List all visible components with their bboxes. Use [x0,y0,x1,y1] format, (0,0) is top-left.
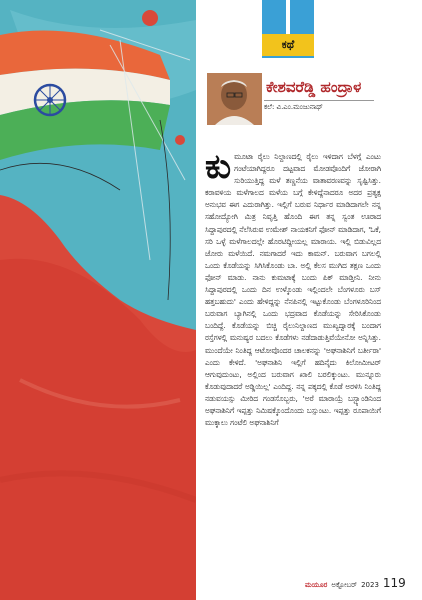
flag-illustration [0,0,196,600]
section-label: ಕಥೆ [281,38,295,51]
portrait-svg [207,73,262,125]
section-badge [262,34,314,56]
illustration-credit: ಕಲೆ: ವಿ.ಎಂ.ಮಂಜುನಾಥ್ [264,103,323,111]
author-name: ಕೇಶವರೆಡ್ಡಿ ಹಂದ್ರಾಳ [266,78,362,96]
drop-cap: ಕು [205,151,232,187]
article-body [205,151,381,541]
section-badge-top [262,0,314,34]
magazine-name: ಮಯೂರ [305,581,328,589]
issue-month: ಅಕ್ಟೋಬರ್ [331,581,358,589]
illustration-svg [0,0,196,600]
issue-year: 2023 [361,581,379,589]
page-number: 119 [382,576,406,590]
article-text: ಮೂಟಾ ರೈಲು ನಿಲ್ದಾಣದಲ್ಲಿ ರೈಲು ಇಳಿದಾಗ ಬೆಳಗ್ಗೆ ಎಂಟು ಗಂಟೆಯಾಗಿದ್ದರೂ ದಟ್ಟವಾದ ಮೋಡವೊಂದಿಗೆ ಜೋರಾಗಿ ಸುರಿಯುತ್ತಿದ್ದ ಮಳೆ ತಣ್ಣನೆಯ ವಾತಾವರಣವನ್ನು ಸೃಷ್ಟಿಸಿತ್ತು. ಕರಾವಳಿಯ ಮಳೆಗಾಲದ ಮಳೆಯ ಬಗ್ಗೆ ಕೇಳಿದ್ದೆನಾದರೂ ಅದರ ಪ್ರತ್ಯಕ್ಷ ಅನುಭವ ಈಗ ಎದುರಾಗಿತ್ತು. ಇಲ್ಲಿಗೆ ಬರುವ ನಿರ್ಧಾರ ಮಾಡಿದಾಗಲೇ ನನ್ನ ಸಹೋದ್ಯೋಗಿ ಮಿತ್ರ ನಿವೃತ್ತಿ ಹೊಂದಿ ಈಗ ತನ್ನ ಸ್ವಂತ ಊರಾದ ಸಿದ್ದಾಪುರದಲ್ಲಿ ನೆಲೆಸಿರುವ ಉಮೇಶ್ ನಾಯಕನಿಗೆ ಫೋನ್ ಮಾಡಿದಾಗ, 'ಓಕೆ, ಸರಿ ಒಳ್ಳೆ ಮಳೆಗಾಲದಲ್ಲೇ ಹೊರಟಿದ್ದೀಯಲ್ಲ ಮಾರಾಯ. ಇಲ್ಲಿ ಬಿಡುವಿಲ್ಲದ ಜೋರು ಮಳೆಯಿದೆ. ನಮಗಾದರೆ ಇದು ಕಾಮನ್. ಬರುವಾಗ ಬಗಲಲ್ಲಿ ಒಂದು ಕೊಡೆಯನ್ನು ಸಿಗಿಸಿಕೊಂಡು ಬಾ. ಅಲ್ಲಿ ಕೆಲಸ ಮುಗಿದ ತಕ್ಷಣ ಒಂದು ಫೋನ್ ಮಾಡು. ನಾನು ಕುಮಟಾಕ್ಕೆ ಬಂದು ಪಿಕ್ ಮಾಡ್ತೀನಿ. ನೀನು ಸಿದ್ದಾಪುರದಲ್ಲಿ ಒಂದು ದಿನ ಉಳ್ಕೊಂಡು ಇಲ್ಲಿಂದಲೇ ಬೆಂಗಳೂರು ಬಸ್ ಹತ್ತಬಹುದು' ಎಂದು ಹೇಳಿದ್ದನ್ನು ನೆನಪಿನಲ್ಲಿ ಇಟ್ಟುಕೊಂಡು ಬೆಂಗಳೂರಿನಿಂದ ಬರುವಾಗ ಬ್ಯಾಗಿನಲ್ಲಿ ಒಂದು ಭದ್ರವಾದ ಕೊಡೆಯನ್ನು ಸೇರಿಸಿಕೊಂಡು ಬಂದಿದ್ದೆ. ಕೊಡೆಯನ್ನು ಬಿಚ್ಚಿ ರೈಲುನಿಲ್ದಾಣದ ಮುಖ್ಯದ್ವಾರಕ್ಕೆ ಬಂದಾಗ ರಸ್ತೆಗಳಲ್ಲಿ ಮನುಷ್ಯರ ಬದಲು ಕೊಡೆಗಳು ನಡೆದಾಡುತ್ತಿವೆಯೇನೋ ಅನ್ನಿಸಿತ್ತು. ಮುಂದೆಯೇ ನಿಂತಿದ್ದ ಆಟೋವೊಂದರ ಚಾಲಕನನ್ನು 'ಅಘನಾಶಿನಿಗೆ ಬರ್ತೀರಾ' ಎಂದು ಕೇಳಿದೆ. 'ಅಘನಾಶಿನಿ ಇಲ್ಲಿಗೆ ಹದಿನೈದು ಕಿಲೋಮೀಟರ್ ಆಗುವುದುಂಟು, ಅಲ್ಲಿಂದ ಬರುವಾಗ ಖಾಲಿ ಬರಲಿಕ್ಕುಂಟು. ಮುನ್ನೂರು ಕೊಡುವುದಾದರೆ ಅಡ್ಡಿಯಿಲ್ಲ' ಎಂದಿದ್ದ. ನನ್ನ ಪಕ್ಕದಲ್ಲಿ ಕೊಡೆ ಅರಳಿಸಿ ನಿಂತಿದ್ದ ನಡುವಯಸ್ಸು ಮೀರಿದ ಗಂಡಸೊಬ್ಬರು, 'ಅರೆ ಮಾರಾಯ್ರೆ ಬಸ್ಟ್ಯಾಂಡಿನಿಂದ ಅಘನಾಶಿನಿಗೆ ಇಪ್ಪತ್ತು ನಿಮಿಷಕ್ಕೊಂದೊಂದು ಬಸ್ಸುಂಟು. ಇಪ್ಪತ್ತು ರೂಪಾಯಿಗೆ ಮುಕ್ಕಾಲು ಗಂಟೆಲಿ ಅಘನಾಶಿನಿಗೆ [205,152,381,428]
author-portrait [207,73,262,125]
author-divider [264,100,374,101]
section-badge-underline [262,56,314,58]
page-footer [305,576,406,590]
